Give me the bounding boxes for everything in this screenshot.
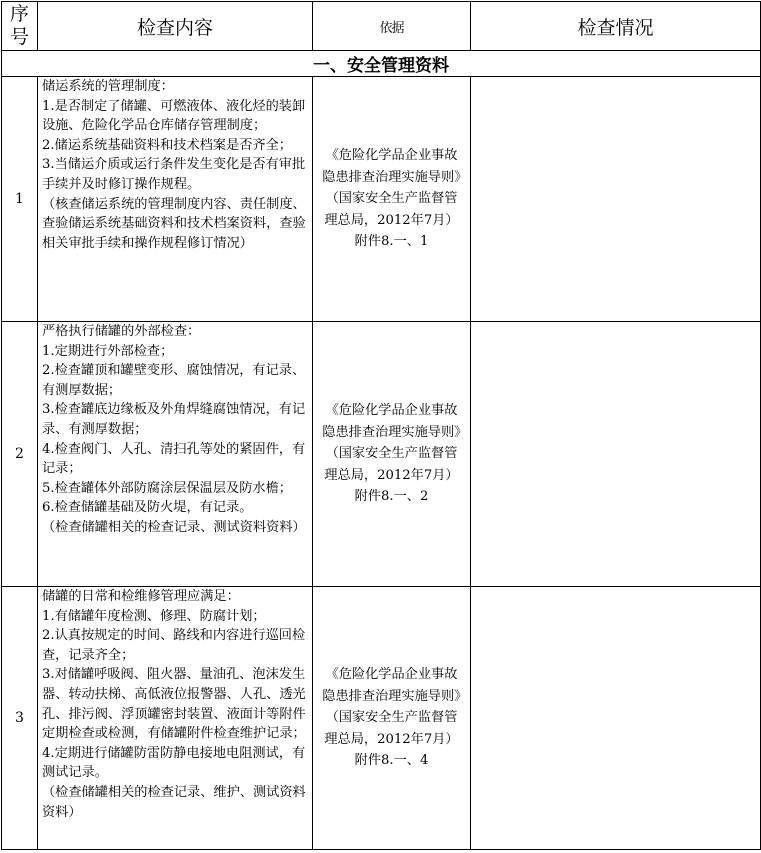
section-row [2, 51, 761, 77]
content-line: （检查储罐相关的检查记录、维护、测试资料资料） [42, 784, 306, 820]
content-line: 3.对储罐呼吸阀、阻火器、量油孔、泡沫发生器、转动扶梯、高低液位报警器、人孔、透光孔、排污阀、浮顶罐密封装置、液面计等附件定期检查或检测，有储罐附件检查维护记录； [42, 667, 306, 742]
table-row [2, 322, 761, 587]
row-number: 3 [2, 587, 38, 850]
table-header-row [2, 2, 761, 51]
content-line: （核查储运系统的管理制度内容、责任制度、查验储运系统基础资料和技术档案资料，查验相关审批手续和操作规程修订情况） [42, 196, 306, 251]
content-line: 2.检查罐顶和罐壁变形、腐蚀情况，有记录、有测厚数据； [42, 363, 306, 398]
content-line: 1.有储罐年度检测、修理、防腐计划； [42, 608, 266, 624]
content-line: 储罐的日常和检维修管理应满足： [42, 589, 240, 604]
header-basis: 依据 [313, 2, 471, 51]
row-status [471, 77, 761, 322]
table-row [2, 587, 761, 850]
header-content: 检查内容 [38, 2, 313, 51]
row-basis: 《危险化学品企业事故隐患排查治理实施导则》（国家安全生产监督管理总局，2012年7月）附件8.一、2 [313, 322, 471, 587]
section-title: 一、安全管理资料 [2, 51, 761, 77]
content-line: 3.检查罐底边缘板及外角焊缝腐蚀情况，有记录、有测厚数据； [42, 402, 306, 437]
row-content [38, 77, 313, 322]
row-content [38, 587, 313, 850]
content-line: 严格执行储罐的外部检查： [42, 324, 201, 339]
table-row [2, 77, 761, 322]
content-line: 2.认真按规定的时间、路线和内容进行巡回检查，记录齐全； [42, 628, 306, 663]
content-line: 4.检查阀门、人孔、清扫孔等处的紧固件，有记录； [42, 441, 306, 477]
header-no: 序号 [2, 2, 38, 51]
row-status [471, 587, 761, 850]
row-basis: 《危险化学品企业事故隐患排查治理实施导则》（国家安全生产监督管理总局，2012年7月）附件8.一、4 [313, 587, 471, 850]
content-line: 储运系统的管理制度： [42, 79, 174, 94]
row-number: 2 [2, 322, 38, 587]
inspection-table [1, 1, 761, 850]
content-line: 4.定期进行储罐防雷防静电接地电阻测试，有测试记录。 [42, 745, 306, 781]
content-line: 3.当储运介质或运行条件发生变化是否有审批手续并及时修订操作规程。 [42, 157, 306, 192]
content-line: 6.检查储罐基础及防火堤，有记录。 [42, 500, 253, 516]
row-status [471, 322, 761, 587]
row-basis: 《危险化学品企业事故隐患排查治理实施导则》（国家安全生产监督管理总局，2012年7月）附件8.一、1 [313, 77, 471, 322]
content-line: 1.定期进行外部检查； [42, 343, 174, 359]
content-line: 5.检查罐体外部防腐涂层保温层及防水檐； [42, 480, 292, 496]
content-line: 1.是否制定了储罐、可燃液体、液化烃的装卸设施、危险化学品仓库储存管理制度； [42, 98, 306, 134]
content-line: （检查储罐相关的检查记录、测试资料资料） [42, 519, 306, 535]
header-status: 检查情况 [471, 2, 761, 51]
row-content [38, 322, 313, 587]
row-number: 1 [2, 77, 38, 322]
content-line: 2.储运系统基础资料和技术档案是否齐全； [42, 137, 292, 153]
